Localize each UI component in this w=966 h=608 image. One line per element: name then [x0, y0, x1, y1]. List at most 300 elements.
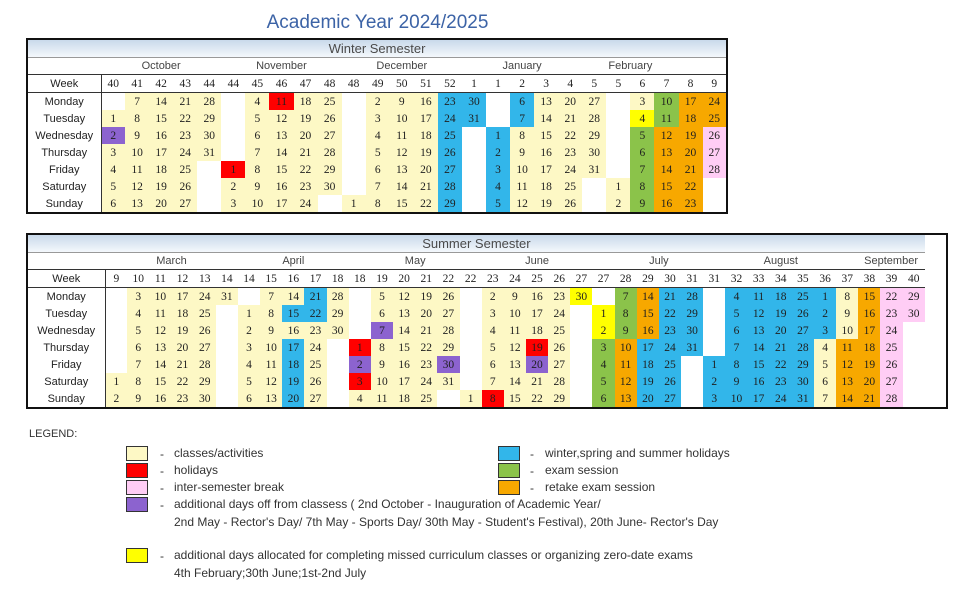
date-cell: 12 [149, 322, 171, 339]
date-cell: 12 [615, 373, 637, 390]
date-cell: 30 [570, 288, 592, 306]
date-cell: 3 [482, 305, 504, 322]
date-cell: 25 [703, 110, 727, 127]
date-cell: 4 [238, 356, 260, 373]
date-cell: 24 [703, 93, 727, 111]
date-cell: 3 [703, 390, 725, 408]
date-cell [342, 178, 366, 195]
date-cell: 12 [390, 144, 414, 161]
day-row [27, 339, 947, 356]
day-row [27, 305, 947, 322]
date-cell: 21 [173, 93, 197, 111]
month-label: February [608, 60, 653, 72]
date-cell: 20 [171, 339, 193, 356]
date-cell [903, 390, 925, 408]
legend-swatch-exam [498, 463, 520, 478]
date-cell: 24 [304, 339, 326, 356]
week-number: 31 [703, 270, 725, 288]
date-cell [903, 339, 925, 356]
date-cell [197, 178, 221, 195]
date-cell: 27 [304, 390, 326, 408]
date-cell: 23 [548, 288, 570, 306]
day-row [27, 322, 947, 339]
date-cell: 12 [748, 305, 770, 322]
date-cell: 25 [880, 339, 902, 356]
legend-label-inter-semester: inter-semester break [174, 480, 285, 494]
date-cell [703, 195, 727, 213]
date-cell: 6 [127, 339, 149, 356]
legend-dash: - [160, 447, 164, 461]
date-cell: 7 [615, 288, 637, 306]
date-cell: 22 [526, 390, 548, 408]
date-cell: 25 [558, 178, 582, 195]
date-cell: 24 [438, 110, 462, 127]
week-number: 21 [415, 270, 437, 288]
day-name: Wednesday [27, 127, 101, 144]
date-cell: 27 [194, 339, 216, 356]
date-cell: 11 [390, 127, 414, 144]
date-cell: 10 [654, 93, 678, 111]
date-cell: 19 [637, 373, 659, 390]
date-cell: 27 [659, 390, 681, 408]
week-number: 40 [101, 75, 125, 93]
date-cell [221, 127, 245, 144]
week-number: 5 [606, 75, 630, 93]
date-cell [681, 373, 703, 390]
day-name: Wednesday [27, 322, 105, 339]
date-cell: 5 [592, 373, 614, 390]
date-cell: 17 [679, 93, 703, 111]
date-cell: 4 [630, 110, 654, 127]
date-cell: 23 [171, 390, 193, 408]
date-cell: 15 [393, 339, 415, 356]
date-cell: 17 [534, 161, 558, 178]
date-cell: 6 [245, 127, 269, 144]
date-cell: 13 [836, 373, 858, 390]
date-cell: 1 [814, 288, 836, 306]
date-cell: 10 [725, 390, 747, 408]
date-cell: 20 [858, 373, 880, 390]
date-cell: 17 [637, 339, 659, 356]
date-cell: 30 [327, 322, 349, 339]
date-cell: 16 [149, 127, 173, 144]
date-cell: 5 [101, 178, 125, 195]
legend-swatch-classes [126, 446, 148, 461]
date-cell: 11 [615, 356, 637, 373]
week-number: 32 [725, 270, 747, 288]
date-cell: 14 [149, 93, 173, 111]
week-number: 35 [792, 270, 814, 288]
date-cell: 24 [173, 144, 197, 161]
date-cell: 26 [880, 356, 902, 373]
date-cell: 1 [349, 339, 371, 356]
week-number: 4 [558, 75, 582, 93]
date-cell: 21 [659, 288, 681, 306]
week-number: 19 [371, 270, 393, 288]
week-number: 20 [393, 270, 415, 288]
date-cell: 19 [770, 305, 792, 322]
date-cell [221, 93, 245, 111]
day-name: Tuesday [27, 305, 105, 322]
date-cell: 29 [903, 288, 925, 306]
date-cell: 16 [393, 356, 415, 373]
date-cell: 18 [526, 322, 548, 339]
date-cell: 20 [294, 127, 318, 144]
date-cell: 13 [149, 339, 171, 356]
date-cell: 11 [748, 288, 770, 306]
date-cell: 21 [294, 144, 318, 161]
date-cell: 28 [880, 390, 902, 408]
date-cell: 11 [371, 390, 393, 408]
date-cell: 13 [748, 322, 770, 339]
day-row [27, 144, 727, 161]
week-number: 1 [462, 75, 486, 93]
semester-title: Summer Semester [27, 234, 925, 253]
month-label: May [404, 255, 426, 267]
date-cell: 14 [149, 356, 171, 373]
date-cell: 21 [858, 390, 880, 408]
date-cell: 27 [173, 195, 197, 213]
week-number: 34 [770, 270, 792, 288]
date-cell: 27 [437, 305, 459, 322]
date-cell: 23 [438, 93, 462, 111]
date-cell [327, 339, 349, 356]
date-cell [570, 339, 592, 356]
date-cell: 7 [366, 178, 390, 195]
date-cell: 16 [414, 93, 438, 111]
legend-swatch-retake [498, 480, 520, 495]
date-cell: 26 [194, 322, 216, 339]
date-cell: 9 [127, 390, 149, 408]
date-cell [462, 195, 486, 213]
date-cell: 28 [438, 178, 462, 195]
week-number: 17 [304, 270, 326, 288]
date-cell: 5 [127, 322, 149, 339]
date-cell [105, 339, 127, 356]
day-name: Thursday [27, 339, 105, 356]
week-number: 42 [149, 75, 173, 93]
date-cell [318, 195, 342, 213]
date-cell: 5 [482, 339, 504, 356]
day-row [27, 110, 727, 127]
date-cell: 31 [582, 161, 606, 178]
date-cell: 25 [438, 127, 462, 144]
date-cell [681, 390, 703, 408]
date-cell [703, 322, 725, 339]
date-cell: 3 [127, 288, 149, 306]
date-cell: 29 [318, 161, 342, 178]
date-cell: 26 [438, 144, 462, 161]
date-cell: 14 [836, 390, 858, 408]
date-cell: 21 [526, 373, 548, 390]
date-cell [342, 93, 366, 111]
date-cell: 2 [814, 305, 836, 322]
date-cell: 17 [526, 305, 548, 322]
date-cell: 15 [654, 178, 678, 195]
date-cell: 10 [245, 195, 269, 213]
day-row [27, 127, 727, 144]
date-cell: 9 [725, 373, 747, 390]
date-cell: 28 [703, 161, 727, 178]
date-cell [221, 144, 245, 161]
date-cell: 4 [127, 305, 149, 322]
week-number: 11 [149, 270, 171, 288]
day-name: Saturday [27, 178, 101, 195]
date-cell [105, 305, 127, 322]
date-cell: 2 [592, 322, 614, 339]
date-cell: 11 [149, 305, 171, 322]
date-cell: 4 [245, 93, 269, 111]
date-cell: 15 [637, 305, 659, 322]
date-cell: 21 [415, 322, 437, 339]
date-cell: 5 [814, 356, 836, 373]
legend-swatch-inter-semester [126, 480, 148, 495]
date-cell: 22 [679, 178, 703, 195]
date-cell [606, 110, 630, 127]
week-label: Week [27, 270, 105, 288]
date-cell: 20 [637, 390, 659, 408]
date-cell: 6 [482, 356, 504, 373]
date-cell: 5 [371, 288, 393, 306]
month-spacer [27, 58, 101, 75]
date-cell: 18 [149, 161, 173, 178]
date-cell: 14 [269, 144, 293, 161]
month-label: December [376, 60, 428, 72]
date-cell: 13 [654, 144, 678, 161]
date-cell: 7 [371, 322, 393, 339]
date-cell: 18 [534, 178, 558, 195]
week-number: 26 [548, 270, 570, 288]
week-number: 1 [486, 75, 510, 93]
date-cell: 28 [318, 144, 342, 161]
date-cell: 28 [548, 373, 570, 390]
date-cell [216, 373, 238, 390]
date-cell: 30 [194, 390, 216, 408]
date-cell: 16 [282, 322, 304, 339]
date-cell: 21 [414, 178, 438, 195]
week-number: 50 [390, 75, 414, 93]
week-number: 46 [269, 75, 293, 93]
week-number: 18 [327, 270, 349, 288]
date-cell: 16 [748, 373, 770, 390]
date-cell: 25 [792, 288, 814, 306]
semester-title: Winter Semester [27, 39, 727, 58]
date-cell [197, 161, 221, 178]
week-number: 25 [526, 270, 548, 288]
date-cell [681, 356, 703, 373]
date-cell: 12 [125, 178, 149, 195]
date-cell: 7 [482, 373, 504, 390]
date-cell: 26 [558, 195, 582, 213]
date-cell: 27 [880, 373, 902, 390]
date-cell: 10 [390, 110, 414, 127]
date-cell: 10 [615, 339, 637, 356]
date-cell: 28 [327, 288, 349, 306]
date-cell: 7 [125, 93, 149, 111]
week-number: 43 [173, 75, 197, 93]
date-cell: 13 [390, 161, 414, 178]
date-cell: 3 [814, 322, 836, 339]
date-cell: 17 [748, 390, 770, 408]
date-cell: 27 [582, 93, 606, 111]
week-number: 38 [858, 270, 880, 288]
date-cell: 28 [437, 322, 459, 339]
date-cell: 20 [149, 195, 173, 213]
date-cell: 22 [659, 305, 681, 322]
week-number: 9 [703, 75, 727, 93]
date-cell: 18 [171, 305, 193, 322]
legend-dash: - [530, 464, 534, 478]
day-row [27, 161, 727, 178]
date-cell: 18 [770, 288, 792, 306]
day-row [27, 178, 727, 195]
date-cell: 23 [770, 373, 792, 390]
date-cell [462, 127, 486, 144]
day-name: Tuesday [27, 110, 101, 127]
date-cell [570, 373, 592, 390]
date-cell: 20 [679, 144, 703, 161]
date-cell: 11 [125, 161, 149, 178]
date-cell: 19 [149, 178, 173, 195]
date-cell: 4 [486, 178, 510, 195]
date-cell: 13 [269, 127, 293, 144]
date-cell: 17 [269, 195, 293, 213]
date-cell: 29 [197, 110, 221, 127]
date-cell: 10 [510, 161, 534, 178]
date-cell: 7 [510, 110, 534, 127]
month-label: August [763, 255, 798, 267]
date-cell: 11 [504, 322, 526, 339]
date-cell: 21 [171, 356, 193, 373]
date-cell: 12 [510, 195, 534, 213]
date-cell [216, 305, 238, 322]
month-label: April [282, 255, 305, 267]
date-cell: 15 [149, 110, 173, 127]
month-label: January [502, 60, 542, 72]
date-cell [486, 93, 510, 111]
date-cell: 19 [294, 110, 318, 127]
date-cell: 9 [510, 144, 534, 161]
date-cell: 4 [592, 356, 614, 373]
date-cell: 30 [197, 127, 221, 144]
date-cell: 5 [366, 144, 390, 161]
date-cell: 16 [269, 178, 293, 195]
date-cell: 26 [548, 339, 570, 356]
date-cell: 19 [282, 373, 304, 390]
date-cell [460, 373, 482, 390]
date-cell [462, 144, 486, 161]
date-cell: 19 [171, 322, 193, 339]
date-cell [197, 195, 221, 213]
date-cell: 25 [304, 356, 326, 373]
week-number: 44 [197, 75, 221, 93]
date-cell: 8 [260, 305, 282, 322]
date-cell: 30 [903, 305, 925, 322]
date-cell: 15 [149, 373, 171, 390]
date-cell: 24 [558, 161, 582, 178]
date-cell: 15 [504, 390, 526, 408]
date-cell: 20 [414, 161, 438, 178]
date-cell [327, 373, 349, 390]
date-cell: 10 [260, 339, 282, 356]
date-cell: 15 [269, 161, 293, 178]
date-cell [327, 356, 349, 373]
date-cell: 31 [197, 144, 221, 161]
legend-swatch-holidays [126, 463, 148, 478]
legend-label-classes: classes/activities [174, 446, 264, 460]
date-cell: 25 [173, 161, 197, 178]
date-cell: 9 [371, 356, 393, 373]
day-name: Sunday [27, 390, 105, 408]
date-cell: 4 [349, 390, 371, 408]
date-cell: 15 [534, 127, 558, 144]
date-cell: 27 [438, 161, 462, 178]
date-cell: 18 [282, 356, 304, 373]
date-cell: 20 [415, 305, 437, 322]
legend-dash: - [160, 464, 164, 478]
date-cell: 4 [814, 339, 836, 356]
date-cell [606, 144, 630, 161]
date-cell: 30 [318, 178, 342, 195]
date-cell: 14 [393, 322, 415, 339]
date-cell: 29 [194, 373, 216, 390]
date-cell: 2 [105, 390, 127, 408]
date-cell: 10 [371, 373, 393, 390]
date-cell: 22 [173, 110, 197, 127]
date-cell: 26 [437, 288, 459, 306]
date-cell [486, 110, 510, 127]
date-cell: 29 [437, 339, 459, 356]
date-cell: 8 [615, 305, 637, 322]
week-number: 51 [414, 75, 438, 93]
date-cell: 3 [366, 110, 390, 127]
date-cell: 19 [415, 288, 437, 306]
week-number: 7 [654, 75, 678, 93]
date-cell: 29 [327, 305, 349, 322]
day-name: Saturday [27, 373, 105, 390]
date-cell [221, 110, 245, 127]
date-cell: 4 [482, 322, 504, 339]
date-cell [216, 322, 238, 339]
date-cell: 24 [294, 195, 318, 213]
date-cell: 16 [858, 305, 880, 322]
legend-dash: - [530, 481, 534, 495]
date-cell: 1 [221, 161, 245, 178]
date-cell [349, 288, 371, 306]
date-cell: 12 [654, 127, 678, 144]
date-cell [606, 93, 630, 111]
date-cell: 11 [654, 110, 678, 127]
week-number: 9 [105, 270, 127, 288]
date-cell [570, 390, 592, 408]
day-name: Thursday [27, 144, 101, 161]
date-cell: 11 [510, 178, 534, 195]
date-cell: 22 [880, 288, 902, 306]
week-number: 27 [570, 270, 592, 288]
date-cell: 21 [770, 339, 792, 356]
date-cell: 8 [371, 339, 393, 356]
date-cell: 13 [534, 93, 558, 111]
date-cell [105, 288, 127, 306]
date-cell: 22 [558, 127, 582, 144]
date-cell: 23 [880, 305, 902, 322]
date-cell: 26 [304, 373, 326, 390]
legend-label-additional-off-1: additional days off from classess ( 2nd October - Inauguration of Academic Year/ [174, 497, 601, 511]
date-cell: 9 [836, 305, 858, 322]
date-cell: 26 [173, 178, 197, 195]
date-cell: 30 [582, 144, 606, 161]
date-cell [327, 390, 349, 408]
